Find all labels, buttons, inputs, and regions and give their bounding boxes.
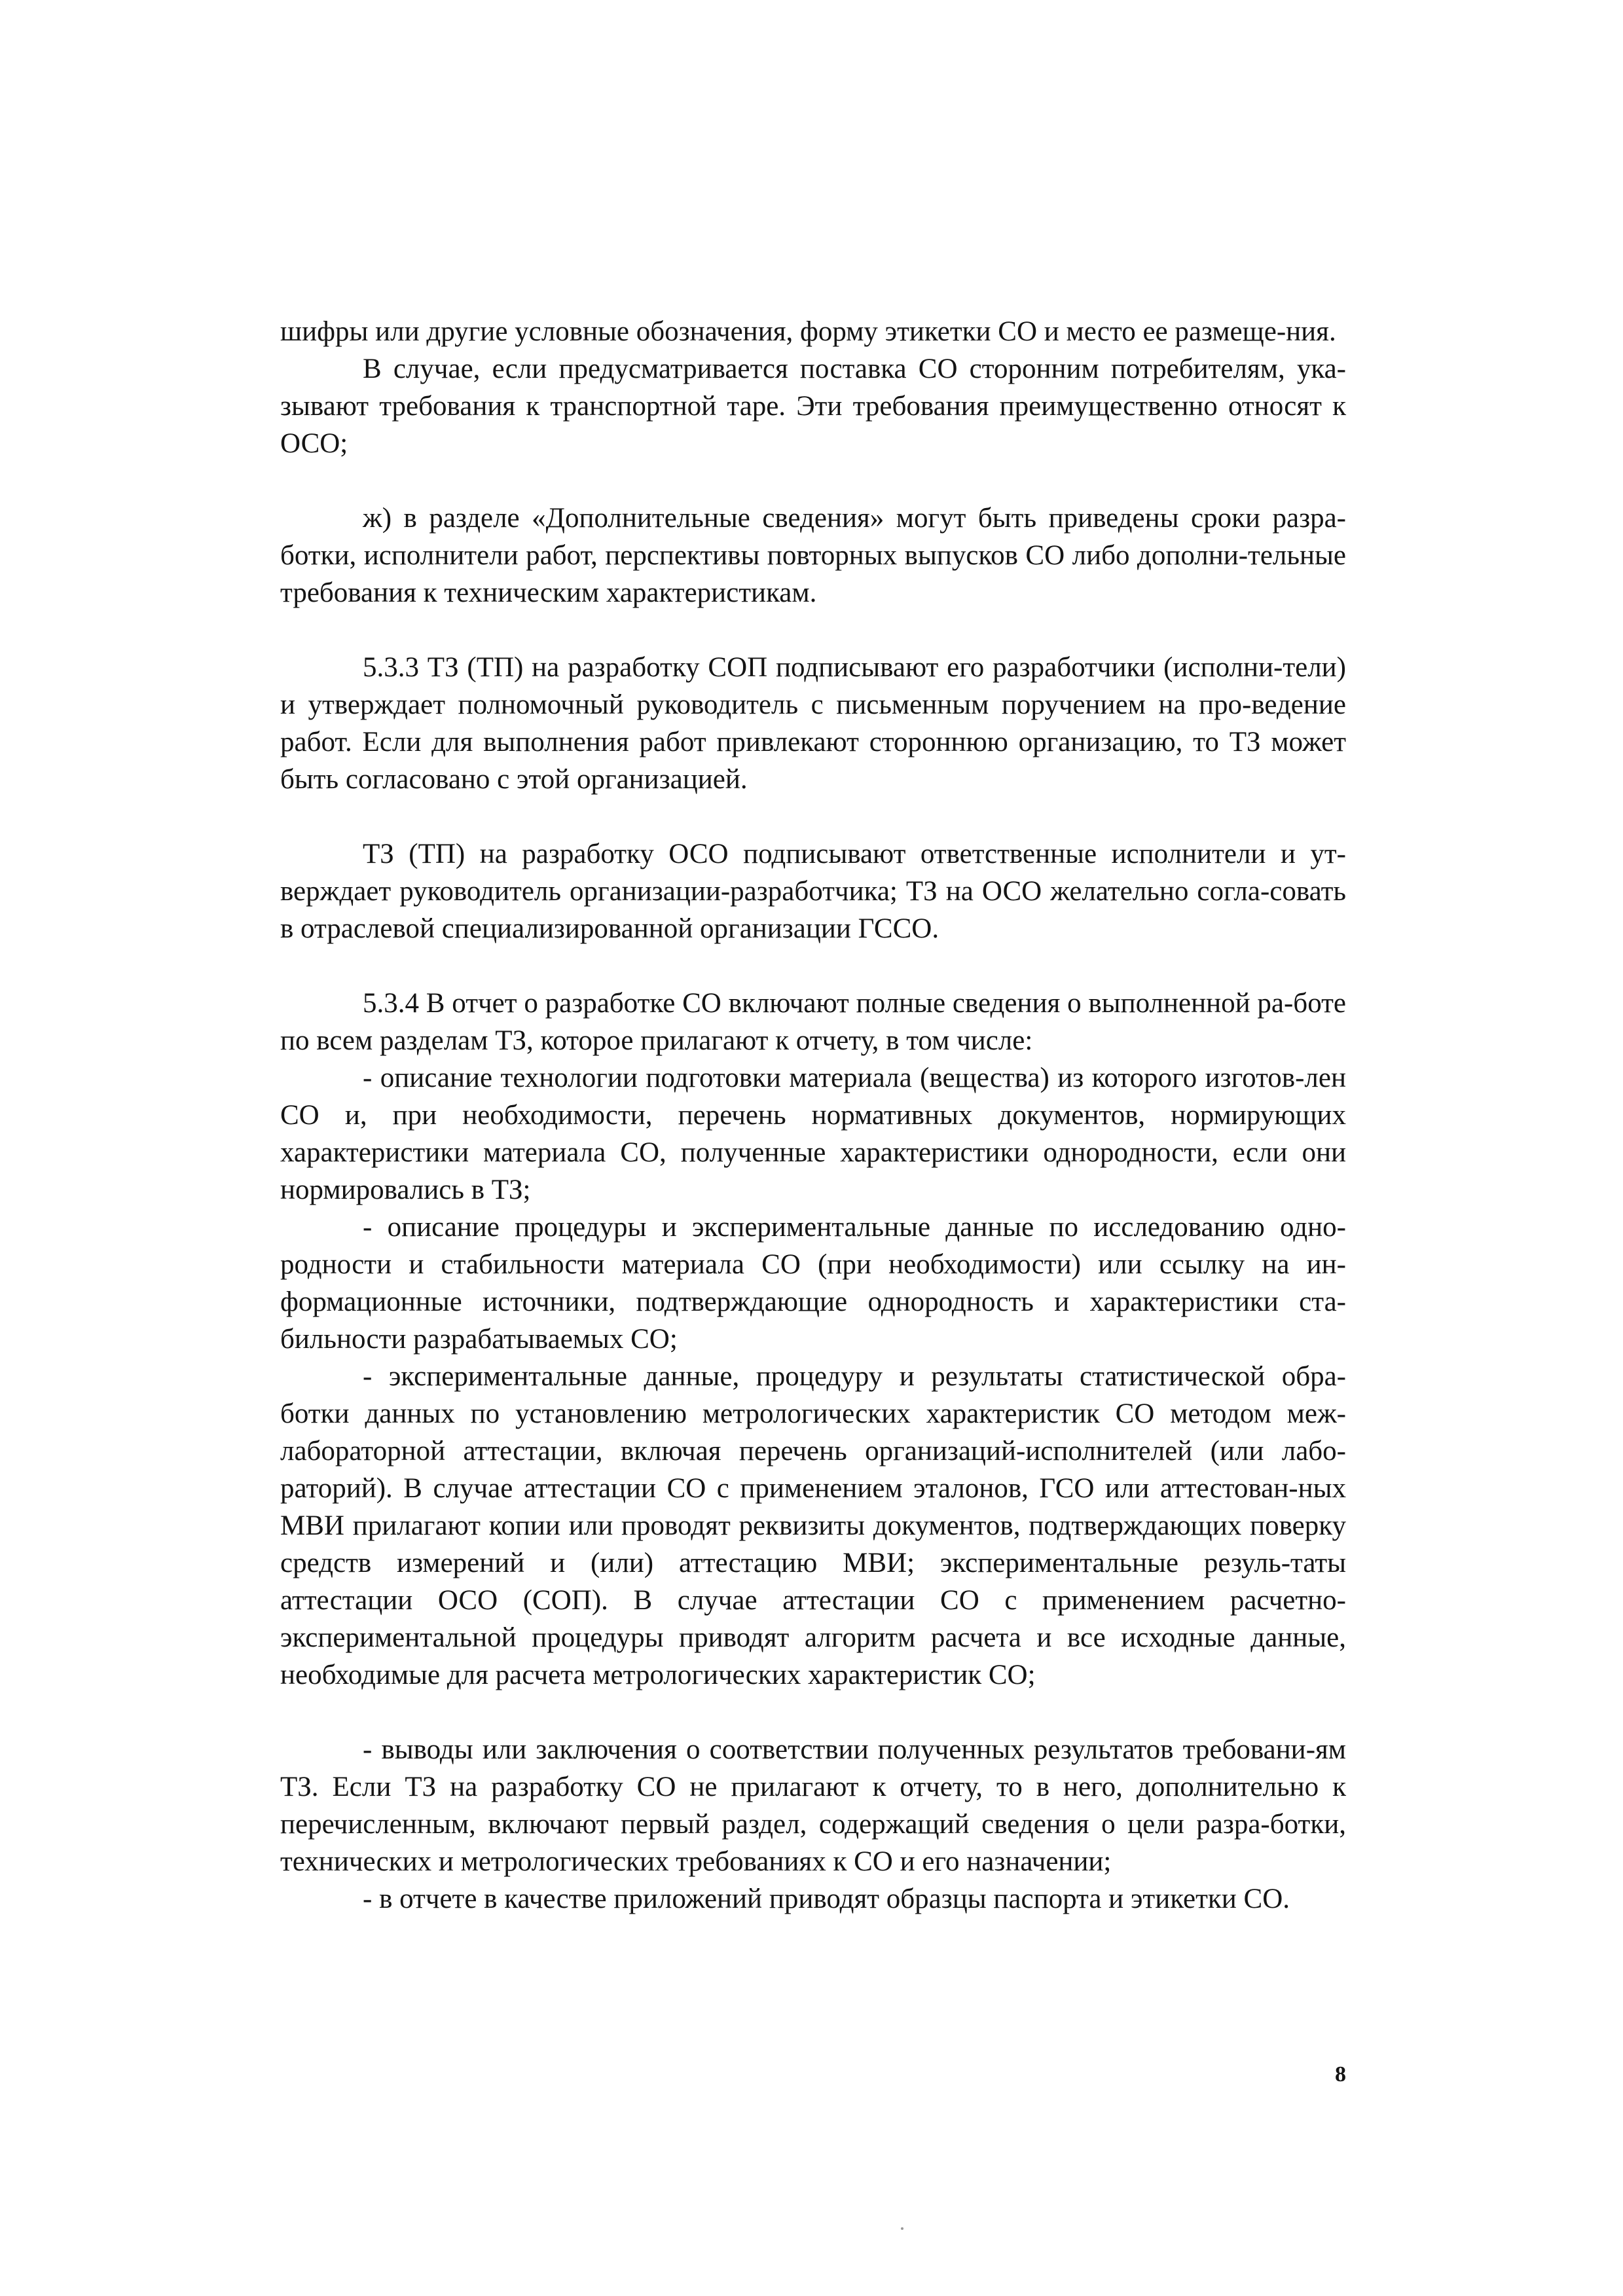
paragraph-4: 5.3.3 ТЗ (ТП) на разработку СОП подписывают его разработчики (исполни-тели) и утверждает полномочный руководитель с письменным поручением на про-ведение работ. Если для выполнения работ привлекают стороннюю организацию, то ТЗ может быть согласовано с этой организацией. <box>280 652 1346 795</box>
page-number: 8 <box>1335 2062 1346 2086</box>
paragraph-2: В случае, если предусматривается поставка СО сторонним потребителям, ука-зывают требования к транспортной таре. Эти требования преимущественно относят к ОСО; <box>280 354 1346 459</box>
paragraph-1: шифры или другие условные обозначения, форму этикетки СО и место ее размеще-ния. <box>280 316 1336 347</box>
paragraph-7: - описание технологии подготовки материала (вещества) из которого изготов-лен СО и, при необходимости, перечень нормативных документов, нормирующих характеристики материала СО, полученные характеристики однородности, если они нормировались в ТЗ; <box>280 1063 1346 1205</box>
paragraph-6: 5.3.4 В отчет о разработке СО включают полные сведения о выполненной ра-боте по всем разделам ТЗ, которое прилагают к отчету, в том числе: <box>280 988 1346 1056</box>
paragraph-5: ТЗ (ТП) на разработку ОСО подписывают ответственные исполнители и ут-верждает руководитель организации-разработчика; ТЗ на ОСО желательно согла-совать в отраслевой специализированной организации ГССО. <box>280 839 1346 944</box>
scan-artifact-dot <box>901 2227 903 2230</box>
paragraph-8: - описание процедуры и экспериментальные данные по исследованию одно-родности и стабильности материала СО (при необходимости) или ссылку на ин-формационные источники, подтверждающие однородность и характеристики ста-бильности разрабатываемых СО; <box>280 1212 1346 1355</box>
paragraph-10: - выводы или заключения о соответствии полученных результатов требовани-ям ТЗ. Если ТЗ на разработку СО не прилагают к отчету, то в него, дополнительно к перечисленным, включают первый раздел, содержащий сведения о цели разра-ботки, технических и метрологических требованиях к СО и его назначении; <box>280 1734 1346 1877</box>
paragraph-3: ж) в разделе «Дополнительные сведения» могут быть приведены сроки разра-ботки, исполнители работ, перспективы повторных выпусков СО либо дополни-тельные требования к техническим характеристикам. <box>280 503 1346 608</box>
paragraph-9: - экспериментальные данные, процедуру и результаты статистической обра-ботки данных по установлению метрологических характеристик СО методом меж-лабораторной аттестации, включая перечень организаций-исполнителей (или лабо-раторий). В случае аттестации СО с применением эталонов, ГСО или аттестован-ных МВИ прилагают копии или проводят реквизиты документов, подтверждающих поверку средств измерений и (или) аттестацию МВИ; экспериментальные резуль-таты аттестации ОСО (СОП). В случае аттестации СО с применением расчетно-экспериментальной процедуры приводят алгоритм расчета и все исходные данные, необходимые для расчета метрологических характеристик СО; <box>280 1361 1346 1690</box>
document-body <box>280 313 1346 1918</box>
paragraph-11: - в отчете в качестве приложений приводят образцы паспорта и этикетки СО. <box>363 1884 1290 1914</box>
